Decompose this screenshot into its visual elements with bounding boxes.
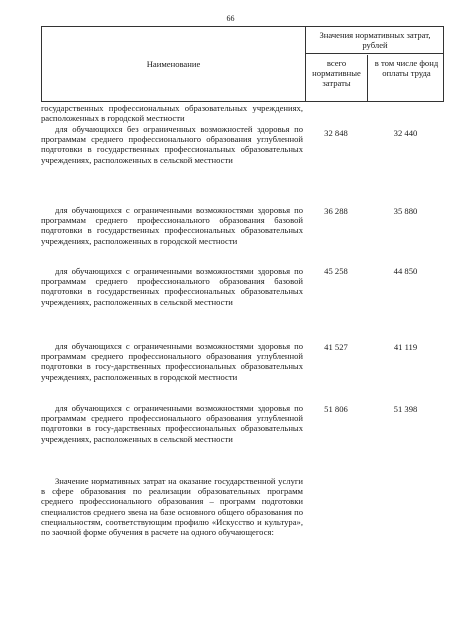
header-total-column: всего нормативные затраты [306,55,368,101]
row-description: для обучающихся с ограниченными возможностями здоровья по программам среднего профессионального образования базовой подготовки в государственных профессиональных образовательных учреждениях, расположенных в городской местности [41,205,303,246]
header-wage-column: в том числе фонд оплаты труда [374,58,439,79]
row-wage-value: 51 398 [393,404,418,414]
row-description: для обучающихся без ограниченных возможностей здоровья по программам среднего профессионального образования углубленной подготовки в государственных профессиональных образовательных учреждениях, расположенных в сельской местности [41,124,303,165]
row-total-value: 32 848 [324,128,348,138]
header-values-group: Значения нормативных затрат, рублей [306,27,444,54]
row-total-value: 45 258 [324,266,348,276]
row-total-value: 51 806 [324,404,348,414]
continuation-text-body: государственных профессиональных образовательных учреждениях, расположенных в городской местности [41,103,303,124]
closing-paragraph: Значение нормативных затрат на оказание государственной услуги в сфере образования по реализации образовательных программ среднего профессионального образования – программ подготовки специалистов среднего звена на базе основного общего образования по специальностям, соответствующим профилю «Искусство и культура», по заочной форме обучения в расчете на одного обучающегося: [41,476,303,538]
row-wage-value: 44 850 [393,266,418,276]
header-name-column: Наименование [42,27,306,101]
row-description: для обучающихся с ограниченными возможностями здоровья по программам среднего профессионального образования базовой подготовки в государственных профессиональных образовательных учреждениях, расположенных в сельской местности [41,266,303,307]
row-total-value: 41 527 [324,342,348,352]
row-wage-value: 32 440 [393,128,418,138]
row-total-value: 36 288 [324,206,348,216]
row-description: для обучающихся с ограниченными возможностями здоровья по программам среднего профессионального образования углубленной подготовки в госу-дарственных профессиональных образовательных учреждениях, расположенных в сельской местности [41,403,303,444]
page-number: 66 [226,14,235,23]
row-description: для обучающихся с ограниченными возможностями здоровья по программам среднего профессионального образования углубленной подготовки в госу-дарственных профессиональных образовательных учреждениях, расположенных в городской местности [41,341,303,382]
row-wage-value: 41 119 [393,342,418,352]
row-wage-value: 35 880 [393,206,418,216]
table-header [41,26,444,102]
